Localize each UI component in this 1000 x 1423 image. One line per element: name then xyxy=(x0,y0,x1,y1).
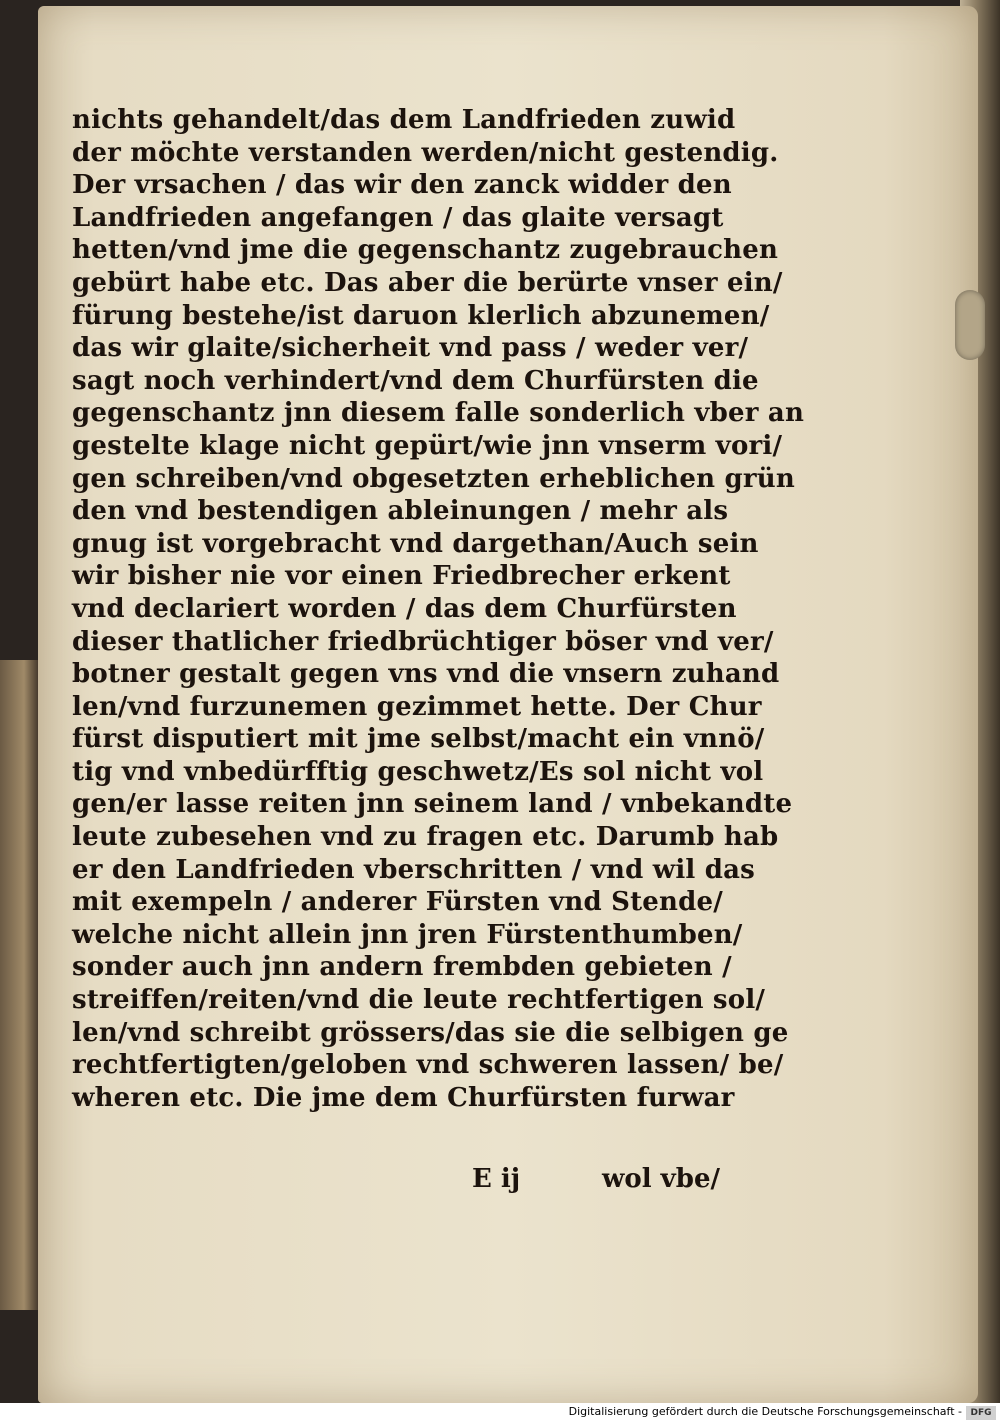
text-line: len/vnd furzunemen gezimmet hette. Der Chur xyxy=(72,691,762,722)
page-foot xyxy=(72,1162,772,1196)
text-line: sonder auch jnn andern frembden gebieten / xyxy=(72,952,732,983)
footer-credit: Digitalisierung gefördert durch die Deutsche Forschungsgemeinschaft - xyxy=(568,1405,962,1418)
text-line: hetten/vnd jme die gegenschantz zugebrauchen xyxy=(72,235,779,266)
text-line: dieser thatlicher friedbrüchtiger böser vnd ver/ xyxy=(72,626,774,657)
text-line: der möchte verstanden werden/nicht gestendig. xyxy=(72,137,779,168)
text-line: wir bisher nie vor einen Friedbrecher erkent xyxy=(72,561,731,592)
text-line: fürst disputiert mit jme selbst/macht ein vnnö/ xyxy=(72,724,765,755)
text-line: gebürt habe etc. Das aber die berürte vnser ein/ xyxy=(72,267,783,298)
text-line: er den Landfrieden vberschritten / vnd wil das xyxy=(72,854,755,885)
text-line: streiffen/reiten/vnd die leute rechtfertigen sol/ xyxy=(72,985,766,1016)
text-line: das wir glaite/sicherheit vnd pass / weder ver/ xyxy=(72,333,749,364)
text-line: gegenschantz jnn diesem falle sonderlich vber an xyxy=(72,398,805,429)
footer-bar xyxy=(0,1403,1000,1423)
text-line: fürung bestehe/ist daruon klerlich abzunemen/ xyxy=(72,300,770,331)
text-line: mit exempeln / anderer Fürsten vnd Stende/ xyxy=(72,887,723,918)
facing-page-edge xyxy=(0,660,40,1310)
text-line: gnug ist vorgebracht vnd dargethan/Auch sein xyxy=(72,528,759,559)
text-line: gen/er lasse reiten jnn seinem land / vnbekandte xyxy=(72,789,793,820)
text-line: den vnd bestendigen ableinungen / mehr als xyxy=(72,496,729,527)
page-clasp xyxy=(955,290,985,360)
text-line: botner gestalt gegen vns vnd die vnsern zuhand xyxy=(72,659,780,690)
text-line: nichts gehandelt/das dem Landfrieden zuwid xyxy=(72,105,736,135)
signature-mark: E ij xyxy=(472,1164,521,1194)
text-line: len/vnd schreibt grössers/das sie die selbigen ge xyxy=(72,1017,789,1048)
text-line: welche nicht allein jnn jren Fürstenthumben/ xyxy=(72,919,743,950)
text-line: gestelte klage nicht gepürt/wie jnn vnserm vori/ xyxy=(72,430,783,461)
text-line: vnd declariert worden / das dem Churfürsten xyxy=(72,593,737,624)
text-line: wheren etc. Die jme dem Churfürsten furwar xyxy=(72,1082,735,1113)
text-line: Landfrieden angefangen / das glaite versagt xyxy=(72,202,724,233)
dfg-logo: DFG xyxy=(966,1406,996,1420)
catchword: wol vbe/ xyxy=(602,1164,720,1194)
page-body-text xyxy=(72,104,805,1114)
text-line: gen schreiben/vnd obgesetzten erheblichen grün xyxy=(72,463,795,494)
text-line: tig vnd vnbedürfftig geschwetz/Es sol nicht vol xyxy=(72,756,764,787)
text-line: rechtfertigten/geloben vnd schweren lassen/ be/ xyxy=(72,1050,784,1081)
text-line: sagt noch verhindert/vnd dem Churfürsten die xyxy=(72,365,759,396)
text-line: leute zubesehen vnd zu fragen etc. Darumb hab xyxy=(72,822,779,853)
text-line: Der vrsachen / das wir den zanck widder den xyxy=(72,170,732,201)
